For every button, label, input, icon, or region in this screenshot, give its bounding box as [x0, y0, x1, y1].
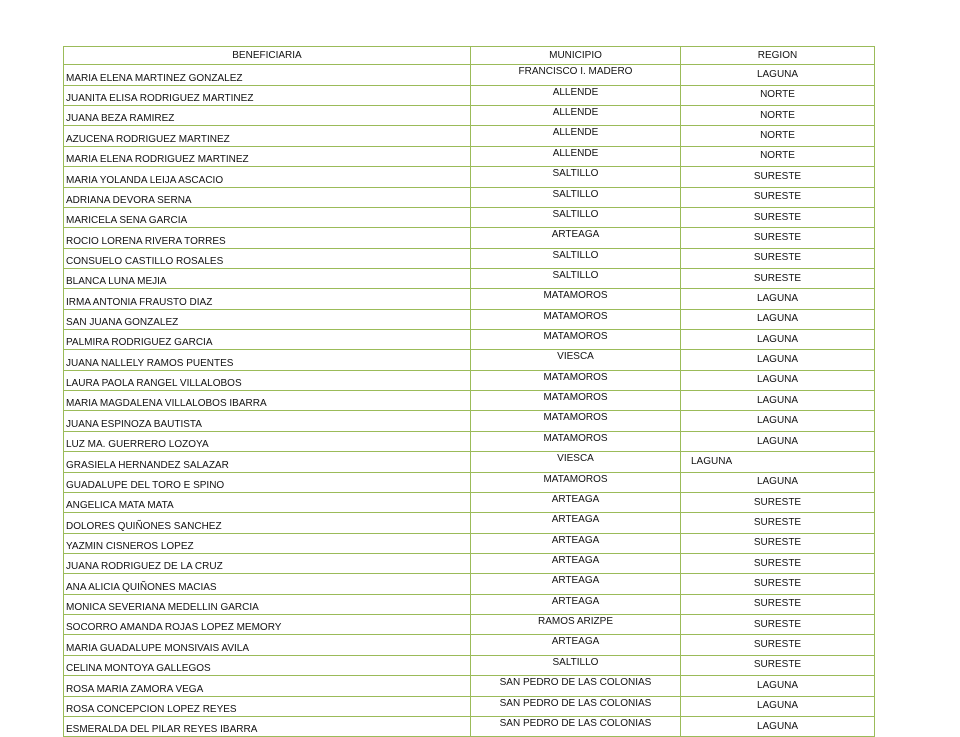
municipio-cell[interactable]: MATAMOROS: [471, 391, 681, 411]
region-cell[interactable]: SURESTE: [681, 615, 875, 635]
region-cell[interactable]: LAGUNA: [681, 350, 875, 370]
beneficiaria-cell[interactable]: YAZMIN CISNEROS LOPEZ: [64, 533, 471, 553]
municipio-cell[interactable]: MATAMOROS: [471, 309, 681, 329]
region-cell[interactable]: SURESTE: [681, 228, 875, 248]
table-row: [64, 106, 875, 126]
municipio-cell[interactable]: ALLENDE: [471, 146, 681, 166]
beneficiaria-cell[interactable]: DOLORES QUIÑONES SANCHEZ: [64, 513, 471, 533]
beneficiaria-cell[interactable]: LUZ MA. GUERRERO LOZOYA: [64, 431, 471, 451]
table-row: [64, 676, 875, 696]
municipio-cell[interactable]: ARTEAGA: [471, 635, 681, 655]
beneficiaria-cell[interactable]: GRASIELA HERNANDEZ SALAZAR: [64, 452, 471, 472]
municipio-cell[interactable]: ARTEAGA: [471, 553, 681, 573]
table-row: [64, 391, 875, 411]
table-row: [64, 615, 875, 635]
municipio-cell[interactable]: SAN PEDRO DE LAS COLONIAS: [471, 676, 681, 696]
beneficiaria-cell[interactable]: SOCORRO AMANDA ROJAS LOPEZ MEMORY: [64, 615, 471, 635]
table-row: [64, 146, 875, 166]
beneficiaria-cell[interactable]: MARICELA SENA GARCIA: [64, 207, 471, 227]
region-cell[interactable]: NORTE: [681, 126, 875, 146]
beneficiaria-cell[interactable]: MARIA ELENA MARTINEZ GONZALEZ: [64, 65, 471, 85]
region-cell[interactable]: SURESTE: [681, 207, 875, 227]
beneficiaria-cell[interactable]: MARIA YOLANDA LEIJA ASCACIO: [64, 167, 471, 187]
municipio-cell[interactable]: ALLENDE: [471, 85, 681, 105]
beneficiaria-cell[interactable]: GUADALUPE DEL TORO E SPINO: [64, 472, 471, 492]
table-row: [64, 85, 875, 105]
municipio-cell[interactable]: ARTEAGA: [471, 228, 681, 248]
municipio-cell[interactable]: MATAMOROS: [471, 431, 681, 451]
region-cell[interactable]: LAGUNA: [681, 472, 875, 492]
beneficiaria-cell[interactable]: ANGELICA MATA MATA: [64, 492, 471, 512]
table-row: [64, 472, 875, 492]
region-cell[interactable]: NORTE: [681, 85, 875, 105]
table-row: [64, 655, 875, 675]
table-row: [64, 533, 875, 553]
table-row: [64, 167, 875, 187]
region-cell[interactable]: LAGUNA: [681, 676, 875, 696]
region-cell[interactable]: LAGUNA: [681, 330, 875, 350]
table-row: [64, 431, 875, 451]
municipio-cell[interactable]: VIESCA: [471, 350, 681, 370]
beneficiaria-cell[interactable]: BLANCA LUNA MEJIA: [64, 268, 471, 288]
beneficiaria-cell[interactable]: MARIA MAGDALENA VILLALOBOS IBARRA: [64, 391, 471, 411]
header-beneficiaria[interactable]: BENEFICIARIA: [64, 47, 471, 65]
beneficiaria-cell[interactable]: IRMA ANTONIA FRAUSTO DIAZ: [64, 289, 471, 309]
beneficiaria-cell[interactable]: MONICA SEVERIANA MEDELLIN GARCIA: [64, 594, 471, 614]
region-cell[interactable]: SURESTE: [681, 533, 875, 553]
municipio-cell[interactable]: SALTILLO: [471, 268, 681, 288]
beneficiaria-cell[interactable]: MARIA GUADALUPE MONSIVAIS AVILA: [64, 635, 471, 655]
region-cell[interactable]: SURESTE: [681, 553, 875, 573]
table-row: [64, 370, 875, 390]
region-cell[interactable]: LAGUNA: [681, 391, 875, 411]
region-cell[interactable]: SURESTE: [681, 655, 875, 675]
beneficiaria-cell[interactable]: CELINA MONTOYA GALLEGOS: [64, 655, 471, 675]
beneficiaria-cell[interactable]: PALMIRA RODRIGUEZ GARCIA: [64, 330, 471, 350]
beneficiaria-cell[interactable]: JUANA RODRIGUEZ DE LA CRUZ: [64, 553, 471, 573]
table-row: [64, 248, 875, 268]
beneficiaria-cell[interactable]: JUANA ESPINOZA BAUTISTA: [64, 411, 471, 431]
municipio-cell[interactable]: MATAMOROS: [471, 289, 681, 309]
beneficiaria-cell[interactable]: SAN JUANA GONZALEZ: [64, 309, 471, 329]
beneficiaria-cell[interactable]: ROCIO LORENA RIVERA TORRES: [64, 228, 471, 248]
region-cell[interactable]: NORTE: [681, 146, 875, 166]
table-row: [64, 513, 875, 533]
region-cell[interactable]: SURESTE: [681, 513, 875, 533]
table-row: [64, 228, 875, 248]
beneficiaria-cell[interactable]: ADRIANA DEVORA SERNA: [64, 187, 471, 207]
beneficiaria-cell[interactable]: LAURA PAOLA RANGEL VILLALOBOS: [64, 370, 471, 390]
table-row: [64, 594, 875, 614]
municipio-cell[interactable]: MATAMOROS: [471, 411, 681, 431]
region-cell[interactable]: LAGUNA: [681, 65, 875, 85]
table-row: [64, 126, 875, 146]
beneficiaria-cell[interactable]: ROSA MARIA ZAMORA VEGA: [64, 676, 471, 696]
region-cell[interactable]: SURESTE: [681, 635, 875, 655]
table-row: [64, 289, 875, 309]
table-row: [64, 574, 875, 594]
region-cell[interactable]: LAGUNA: [681, 716, 875, 736]
municipio-cell[interactable]: ARTEAGA: [471, 533, 681, 553]
municipio-cell[interactable]: ARTEAGA: [471, 574, 681, 594]
municipio-cell[interactable]: ARTEAGA: [471, 492, 681, 512]
municipio-cell[interactable]: MATAMOROS: [471, 472, 681, 492]
municipio-cell[interactable]: SAN PEDRO DE LAS COLONIAS: [471, 716, 681, 736]
region-cell[interactable]: LAGUNA: [681, 370, 875, 390]
beneficiaria-cell[interactable]: JUANA NALLELY RAMOS PUENTES: [64, 350, 471, 370]
region-cell[interactable]: SURESTE: [681, 167, 875, 187]
municipio-cell[interactable]: SALTILLO: [471, 655, 681, 675]
region-cell[interactable]: LAGUNA: [681, 289, 875, 309]
region-cell[interactable]: SURESTE: [681, 574, 875, 594]
region-cell[interactable]: LAGUNA: [681, 452, 875, 472]
table-row: [64, 716, 875, 736]
municipio-cell[interactable]: SALTILLO: [471, 187, 681, 207]
region-cell[interactable]: SURESTE: [681, 594, 875, 614]
beneficiaria-cell[interactable]: ANA ALICIA QUIÑONES MACIAS: [64, 574, 471, 594]
table-row: [64, 65, 875, 85]
municipio-cell[interactable]: SALTILLO: [471, 207, 681, 227]
beneficiaria-cell[interactable]: JUANITA ELISA RODRIGUEZ MARTINEZ: [64, 85, 471, 105]
header-municipio[interactable]: MUNICIPIO: [471, 47, 681, 65]
region-cell[interactable]: SURESTE: [681, 268, 875, 288]
municipio-cell[interactable]: SALTILLO: [471, 167, 681, 187]
municipio-cell[interactable]: SAN PEDRO DE LAS COLONIAS: [471, 696, 681, 716]
table-row: [64, 330, 875, 350]
table-row: [64, 350, 875, 370]
region-cell[interactable]: SURESTE: [681, 248, 875, 268]
municipio-cell[interactable]: ARTEAGA: [471, 594, 681, 614]
table-row: [64, 452, 875, 472]
beneficiaria-cell[interactable]: CONSUELO CASTILLO ROSALES: [64, 248, 471, 268]
beneficiaria-cell[interactable]: AZUCENA RODRIGUEZ MARTINEZ: [64, 126, 471, 146]
table-row: [64, 492, 875, 512]
municipio-cell[interactable]: MATAMOROS: [471, 370, 681, 390]
municipio-cell[interactable]: VIESCA: [471, 452, 681, 472]
municipio-cell[interactable]: FRANCISCO I. MADERO: [471, 65, 681, 85]
beneficiaria-cell[interactable]: ROSA CONCEPCION LOPEZ REYES: [64, 696, 471, 716]
table-row: [64, 635, 875, 655]
table-row: [64, 268, 875, 288]
table-body: [64, 47, 875, 737]
region-cell[interactable]: LAGUNA: [681, 431, 875, 451]
region-cell[interactable]: LAGUNA: [681, 411, 875, 431]
municipio-cell[interactable]: SALTILLO: [471, 248, 681, 268]
header-region[interactable]: REGION: [681, 47, 875, 65]
municipio-cell[interactable]: ALLENDE: [471, 106, 681, 126]
table-row: [64, 187, 875, 207]
region-cell[interactable]: SURESTE: [681, 187, 875, 207]
table-row: [64, 696, 875, 716]
beneficiaria-cell[interactable]: JUANA BEZA RAMIREZ: [64, 106, 471, 126]
region-cell[interactable]: LAGUNA: [681, 696, 875, 716]
table-row: [64, 553, 875, 573]
region-cell[interactable]: SURESTE: [681, 492, 875, 512]
table-row: [64, 411, 875, 431]
beneficiaries-table: [63, 46, 875, 737]
municipio-cell[interactable]: ARTEAGA: [471, 513, 681, 533]
beneficiaria-cell[interactable]: ESMERALDA DEL PILAR REYES IBARRA: [64, 716, 471, 736]
beneficiaria-cell[interactable]: MARIA ELENA RODRIGUEZ MARTINEZ: [64, 146, 471, 166]
municipio-cell[interactable]: ALLENDE: [471, 126, 681, 146]
table-row: [64, 207, 875, 227]
table-row: [64, 309, 875, 329]
region-cell[interactable]: NORTE: [681, 106, 875, 126]
municipio-cell[interactable]: RAMOS ARIZPE: [471, 615, 681, 635]
header-row: [64, 47, 875, 65]
region-cell[interactable]: LAGUNA: [681, 309, 875, 329]
municipio-cell[interactable]: MATAMOROS: [471, 330, 681, 350]
